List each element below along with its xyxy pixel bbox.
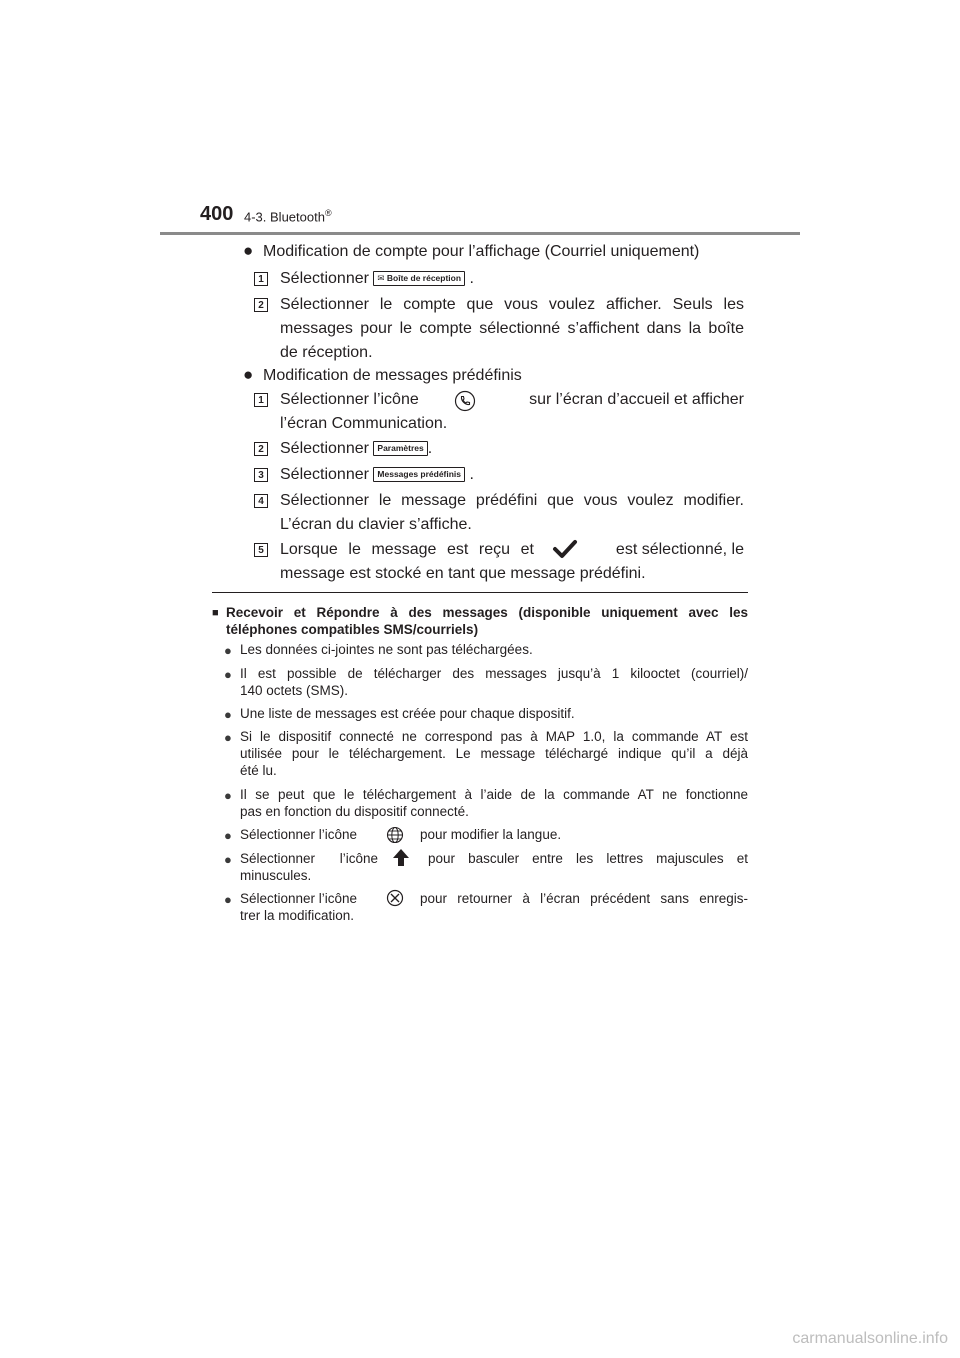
bullet-icon: ●	[224, 788, 232, 803]
note-text: minuscules.	[240, 868, 312, 883]
step-text: Sélectionner l’icône	[280, 391, 419, 408]
step-number: 1	[254, 393, 268, 407]
step-number: 2	[254, 298, 268, 312]
inbox-button: ✉ Boîte de réception	[373, 271, 465, 286]
page-number: 400	[200, 203, 234, 225]
header-rule	[160, 232, 800, 235]
step-number: 4	[254, 494, 268, 508]
square-bullet-icon: ■	[212, 607, 219, 619]
note-text: pour modifier la langue.	[420, 827, 562, 842]
phone-icon	[454, 390, 476, 412]
step-number: 5	[254, 543, 268, 557]
globe-icon	[386, 826, 404, 844]
bullet-icon: ●	[224, 707, 232, 722]
envelope-icon: ✉	[377, 273, 385, 283]
step-text: de réception.	[280, 344, 373, 361]
step-text: l’écran Communication.	[280, 415, 448, 432]
note-text: utilisée pour le téléchargement. Le message téléchargé indique qu’il a déjà	[240, 746, 748, 761]
step-number: 2	[254, 442, 268, 456]
note-text: Si le dispositif connecté ne correspond pas à MAP 1.0, la commande AT est	[240, 729, 748, 744]
note-text: Sélectionner l’icône	[240, 891, 358, 906]
bullet-icon: ●	[243, 241, 254, 260]
notes-heading: téléphones compatibles SMS/courriels)	[226, 622, 479, 637]
bullet-icon: ●	[224, 852, 232, 867]
settings-button: Paramètres	[373, 441, 427, 456]
note-text: Il est possible de télécharger des messages jusqu’à 1 kilooctet (courriel)/	[240, 666, 748, 681]
bullet-icon: ●	[224, 892, 232, 907]
notes-heading: Recevoir et Répondre à des messages (disponible uniquement avec les	[226, 605, 748, 620]
step-text: est sélectionné, le	[615, 541, 744, 558]
chapter-title: 4-3. Bluetooth®	[244, 208, 332, 225]
bullet-icon: ●	[224, 667, 232, 682]
section-title: Modification de messages prédéfinis	[263, 367, 522, 384]
step-number: 3	[254, 468, 268, 482]
note-text: Une liste de messages est créée pour chaque dispositif.	[240, 706, 575, 721]
step-text: Sélectionner Messages prédéfinis .	[280, 466, 474, 483]
step-text: L’écran du clavier s’affiche.	[280, 516, 472, 533]
note-text: Il se peut que le téléchargement à l’aide de la commande AT ne fonctionne	[240, 787, 748, 802]
bullet-icon: ●	[224, 730, 232, 745]
note-text: 140 octets (SMS).	[240, 683, 349, 698]
note-text: Les données ci-jointes ne sont pas téléchargées.	[240, 642, 533, 657]
step-text: Sélectionner Paramètres .	[280, 440, 433, 457]
step-text: Sélectionner le message prédéfini que vous voulez modifier.	[280, 492, 744, 509]
preset-messages-button: Messages prédéfinis	[373, 467, 465, 482]
note-text: été lu.	[240, 763, 277, 778]
step-text: messages pour le compte sélectionné s’affichent dans la boîte	[280, 320, 744, 337]
bullet-icon: ●	[224, 643, 232, 658]
step-text: sur l’écran d’accueil et afficher	[529, 391, 744, 408]
checkmark-icon	[552, 538, 578, 560]
section-title: Modification de compte pour l’affichage (Courriel uniquement)	[263, 243, 700, 260]
step-text: message est stocké en tant que message prédéfini.	[280, 565, 646, 582]
step-text: Lorsque le message est reçu et	[280, 541, 534, 558]
step-number: 1	[254, 272, 268, 286]
note-text: pas en fonction du dispositif connecté.	[240, 804, 469, 819]
step-text: Sélectionner ✉ Boîte de réception .	[280, 270, 474, 287]
bullet-icon: ●	[224, 828, 232, 843]
step-text: Sélectionner le compte que vous voulez afficher. Seuls les	[280, 296, 744, 313]
note-text: Sélectionner l’icône	[240, 827, 358, 842]
watermark: carmanualsonline.info	[792, 1330, 948, 1347]
note-text: pour retourner à l’écran précédent sans enregis-	[420, 891, 748, 906]
note-text: trer la modification.	[240, 908, 355, 923]
note-text: pour basculer entre les lettres majuscules et	[428, 851, 748, 866]
note-text: Sélectionner l’icône	[240, 851, 378, 866]
shift-arrow-icon	[392, 848, 410, 868]
bullet-icon: ●	[243, 365, 254, 384]
section-divider	[212, 592, 748, 593]
cancel-icon	[386, 889, 404, 907]
